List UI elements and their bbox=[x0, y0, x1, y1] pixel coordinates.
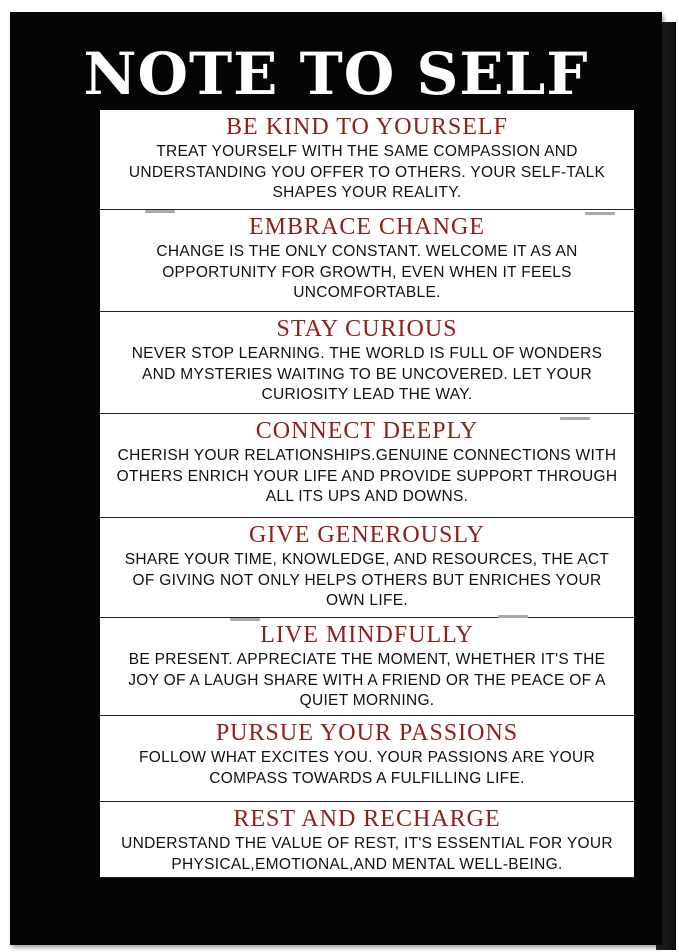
section-text: CHANGE IS THE ONLY CONSTANT. WELCOME IT AS AN OPPORTUNITY FOR GROWTH, EVEN WHEN IT FEELS UNCOMFORTABLE. bbox=[156, 243, 578, 301]
section-heading: BE KIND TO YOURSELF bbox=[226, 114, 508, 140]
section-live-mindfully bbox=[100, 618, 634, 716]
section-text: UNDERSTAND THE VALUE OF REST, IT'S ESSENTIAL FOR YOUR PHYSICAL,EMOTIONAL,AND MENTAL WELL-BEING. bbox=[121, 835, 613, 873]
section-heading: PURSUE YOUR PASSIONS bbox=[215, 720, 519, 746]
section-heading: EMBRACE CHANGE bbox=[248, 214, 485, 240]
section-be-kind bbox=[100, 110, 634, 210]
board-clip bbox=[585, 212, 615, 215]
canvas-print bbox=[10, 12, 662, 945]
section-give-generously bbox=[100, 518, 634, 618]
section-heading: LIVE MINDFULLY bbox=[260, 622, 474, 648]
section-connect-deeply bbox=[100, 414, 634, 518]
section-pursue-passions bbox=[100, 716, 634, 802]
board-clip bbox=[498, 615, 528, 618]
section-text: FOLLOW WHAT EXCITES YOU. YOUR PASSIONS ARE YOUR COMPASS TOWARDS A FULFILLING LIFE. bbox=[139, 749, 595, 787]
board-clip bbox=[145, 210, 175, 213]
section-text: NEVER STOP LEARNING. THE WORLD IS FULL OF WONDERS AND MYSTERIES WAITING TO BE UNCOVERED. LET YOUR CURIOSITY LEAD THE WAY. bbox=[131, 345, 603, 403]
poster-title: NOTE TO SELF bbox=[83, 40, 589, 108]
board-clip bbox=[560, 417, 590, 420]
section-heading: STAY CURIOUS bbox=[276, 316, 458, 342]
section-embrace-change bbox=[100, 210, 634, 312]
section-text: TREAT YOURSELF WITH THE SAME COMPASSION AND UNDERSTANDING YOU OFFER TO OTHERS. YOUR SELF-TALK SHAPES YOUR REALITY. bbox=[128, 143, 606, 201]
section-heading: CONNECT DEEPLY bbox=[255, 418, 479, 444]
section-text: SHARE YOUR TIME, KNOWLEDGE, AND RESOURCES, THE ACT OF GIVING NOT ONLY HELPS OTHERS BUT ENRICHES YOUR OWN LIFE. bbox=[124, 551, 610, 609]
section-heading: REST AND RECHARGE bbox=[233, 806, 501, 832]
section-text: BE PRESENT. APPRECIATE THE MOMENT, WHETHER IT'S THE JOY OF A LAUGH SHARE WITH A FRIEND OR THE PEACE OF A QUIET MORNING. bbox=[128, 651, 606, 709]
text-board bbox=[100, 110, 634, 878]
section-heading: GIVE GENEROUSLY bbox=[249, 522, 485, 548]
section-text: CHERISH YOUR RELATIONSHIPS.GENUINE CONNECTIONS WITH OTHERS ENRICH YOUR LIFE AND PROVIDE SUPPORT THROUGH ALL ITS UPS AND DOWNS. bbox=[116, 447, 618, 505]
board-clip bbox=[230, 618, 260, 621]
section-stay-curious bbox=[100, 312, 634, 414]
section-rest-recharge bbox=[100, 802, 634, 878]
